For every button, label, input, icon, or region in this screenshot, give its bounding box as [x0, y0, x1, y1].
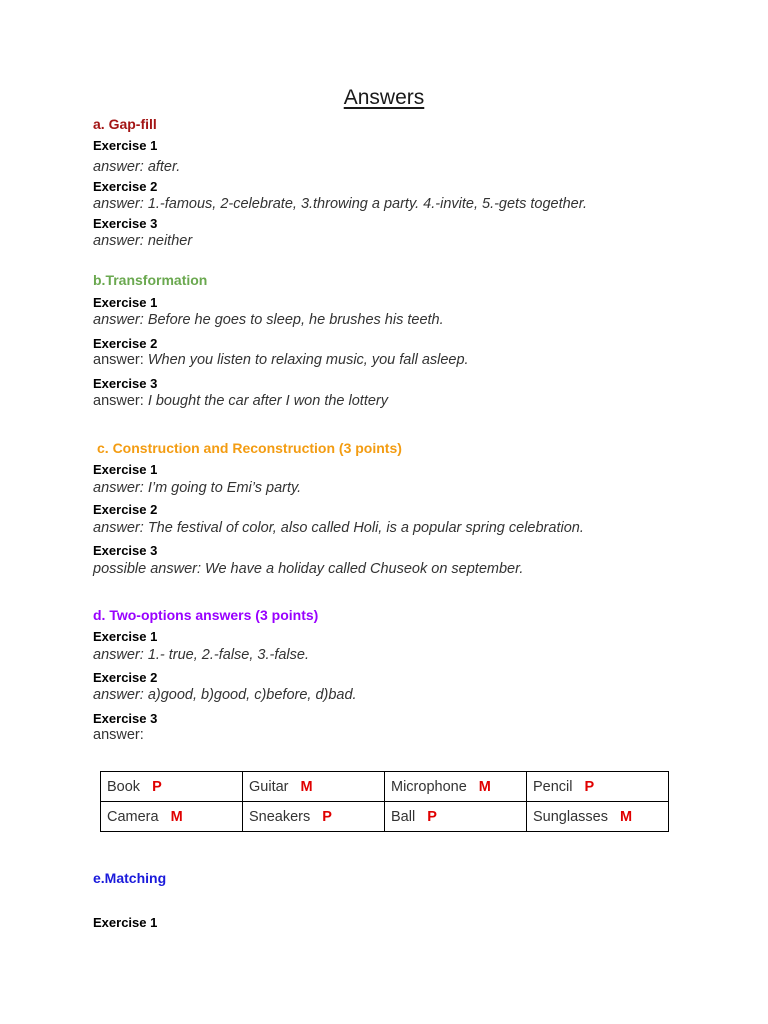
section-b-exercise-1-answer [93, 312, 444, 328]
answer-text: after. [147, 159, 181, 175]
section-c-exercise-1-label: Exercise 1 [93, 462, 158, 477]
answer-text: When you listen to relaxing music, you fall asleep. [147, 352, 469, 368]
answer-prefix: answer: [93, 647, 144, 663]
section-c-exercise-2-label: Exercise 2 [93, 502, 158, 517]
table-cell [527, 802, 669, 832]
answer-prefix: answer: [93, 480, 144, 496]
table-cell [243, 802, 385, 832]
table-cell [243, 772, 385, 802]
answer-prefix: answer: [93, 312, 144, 328]
section-e-exercise-1-label: Exercise 1 [93, 915, 158, 930]
cell-word: Microphone [391, 778, 467, 795]
section-c-exercise-3-label: Exercise 3 [93, 543, 158, 558]
answer-prefix: answer: [93, 520, 144, 536]
page-title [0, 86, 768, 110]
answer-prefix: answer: [93, 352, 144, 368]
answer-text: I bought the car after I won the lottery [147, 393, 389, 409]
table-cell [385, 772, 527, 802]
answer-prefix: answer: [93, 159, 144, 175]
cell-mark: P [152, 778, 162, 795]
cell-mark: M [619, 808, 633, 825]
answer-text: We have a holiday called Chuseok on september. [205, 561, 524, 577]
cell-word: Ball [391, 808, 416, 825]
answer-prefix: answer: [93, 196, 144, 212]
section-d-exercise-1-label: Exercise 1 [93, 629, 158, 644]
section-b-exercise-2-label: Exercise 2 [93, 336, 158, 351]
table-cell [101, 802, 243, 832]
table-cell [527, 772, 669, 802]
answer-prefix: answer: [93, 393, 144, 409]
section-b-exercise-3-label: Exercise 3 [93, 376, 158, 391]
cell-mark: P [584, 778, 595, 795]
cell-word: Pencil [533, 778, 573, 795]
section-a-heading: a. Gap-fill [93, 116, 157, 132]
section-d-heading: d. Two-options answers (3 points) [93, 607, 319, 623]
cell-mark: P [322, 808, 332, 825]
cell-word: Book [107, 778, 141, 795]
page-title-text: Answers [343, 86, 425, 109]
cell-mark: M [300, 778, 313, 795]
product-mark-table [100, 771, 669, 832]
answer-text: The festival of color, also called Holi, is a popular spring celebration. [147, 520, 584, 536]
section-b-exercise-1-label: Exercise 1 [93, 295, 158, 310]
section-b-exercise-3-answer [93, 393, 388, 409]
table-cell [101, 772, 243, 802]
section-d-exercise-3-answer [93, 727, 144, 743]
section-c-exercise-1-answer [93, 480, 301, 496]
cell-word: Sneakers [249, 808, 311, 825]
answer-text: Before he goes to sleep, he brushes his teeth. [147, 312, 444, 328]
table-row [101, 772, 669, 802]
answer-prefix: possible answer: [93, 561, 201, 577]
section-d-exercise-1-answer [93, 647, 309, 663]
answer-text: a)good, b)good, c)before, d)bad. [147, 687, 357, 703]
section-b-exercise-2-answer [93, 352, 469, 368]
section-a-exercise-1-label: Exercise 1 [93, 138, 158, 153]
section-c-exercise-2-answer [93, 520, 584, 536]
section-d-exercise-2-label: Exercise 2 [93, 670, 158, 685]
cell-word: Guitar [249, 778, 289, 795]
section-a-exercise-3-answer [93, 233, 192, 249]
answer-prefix: answer: [93, 687, 144, 703]
table-cell [385, 802, 527, 832]
section-a-exercise-1-answer [93, 159, 180, 175]
answer-text: 1.- true, 2.-false, 3.-false. [147, 647, 309, 663]
section-a-exercise-2-label: Exercise 2 [93, 179, 158, 194]
cell-word: Camera [107, 808, 159, 825]
section-c-exercise-3-answer [93, 561, 523, 577]
answer-prefix: answer: [93, 727, 144, 743]
cell-mark: M [170, 808, 183, 825]
table-row [101, 802, 669, 832]
answer-text: neither [147, 233, 193, 249]
section-a-exercise-2-answer [93, 196, 587, 212]
cell-mark: M [478, 778, 491, 795]
answer-text: 1.-famous, 2-celebrate, 3.throwing a party. 4.-invite, 5.-gets together. [147, 196, 588, 212]
answer-text: I’m going to Emi’s party. [147, 480, 302, 496]
answer-prefix: answer: [93, 233, 144, 249]
section-d-exercise-3-label: Exercise 3 [93, 711, 158, 726]
cell-mark: P [427, 808, 437, 825]
section-b-heading: b.Transformation [93, 272, 208, 288]
cell-word: Sunglasses [533, 808, 608, 825]
section-d-exercise-2-answer [93, 687, 357, 703]
section-c-heading: c. Construction and Reconstruction (3 points) [97, 440, 402, 456]
section-e-heading: e.Matching [93, 870, 167, 886]
section-a-exercise-3-label: Exercise 3 [93, 216, 158, 231]
